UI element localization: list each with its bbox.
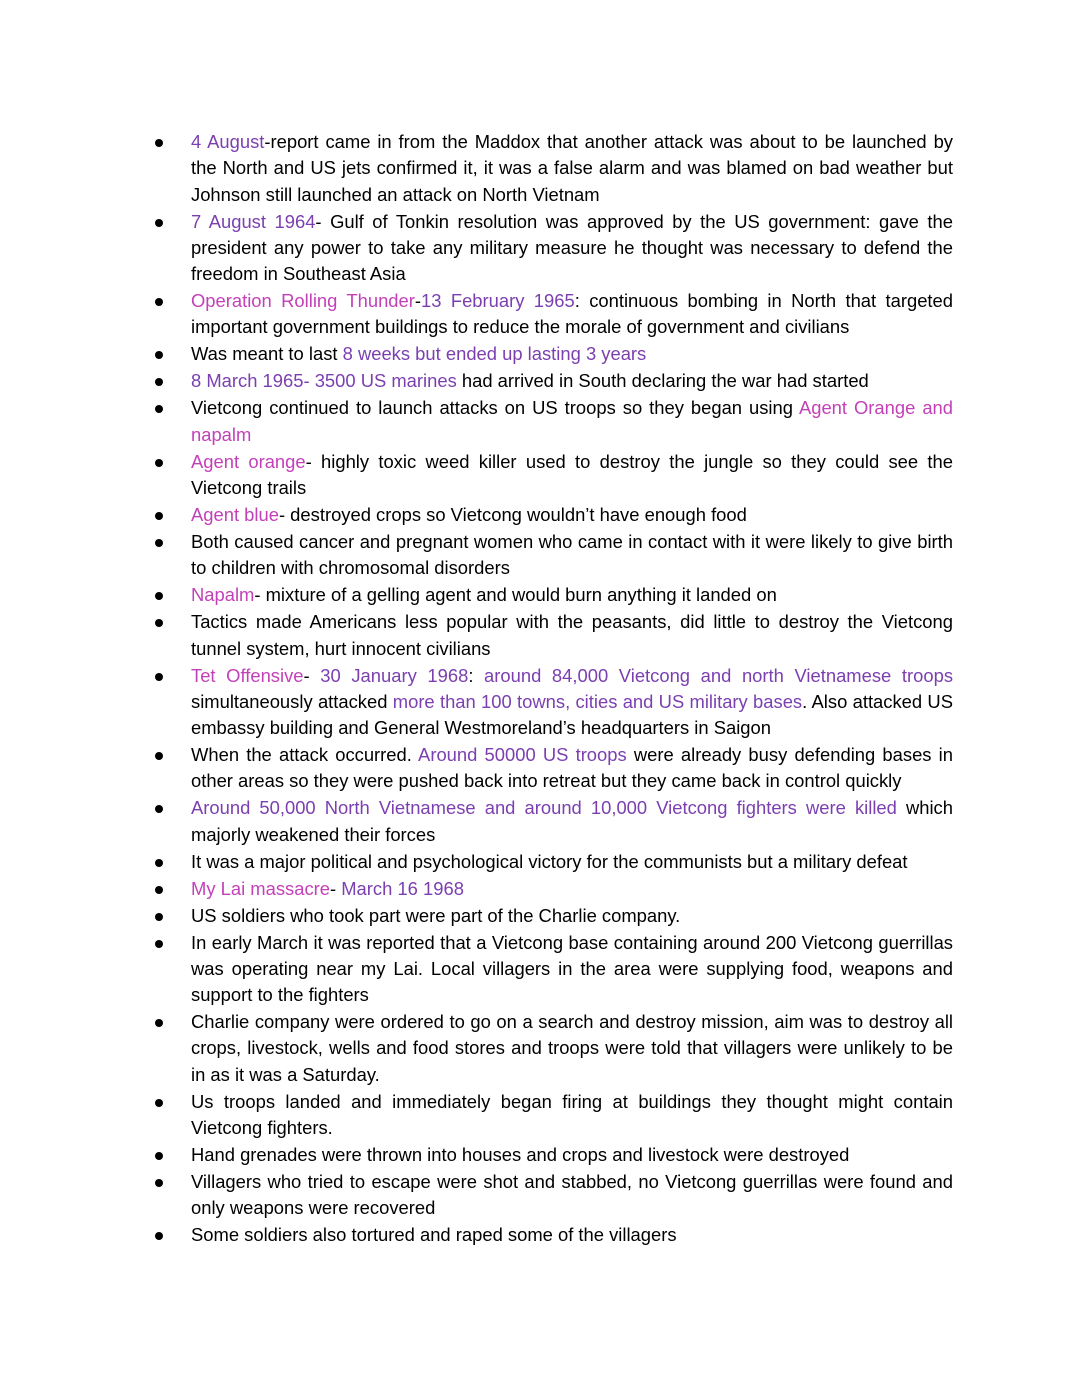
- bullet-icon: [155, 512, 163, 520]
- bullet-icon: [155, 1099, 163, 1107]
- list-item-text: more than 100 towns, cities and US military bases: [392, 690, 803, 712]
- list-item-text: - mixture of a gelling agent and would burn anything it landed on: [254, 584, 777, 606]
- bullet-icon: [155, 139, 163, 147]
- list-item-text: In early March it was reported that a Vietcong base containing around 200 Vietcong guerrillas was operating near my Lai. Local villagers in the area were supplying food, weapons and support to the fighters: [191, 931, 953, 1006]
- list-item: [191, 930, 953, 1009]
- bullet-icon: [155, 886, 163, 894]
- list-item-text: Napalm: [191, 584, 255, 606]
- list-item-text: When the attack occurred.: [191, 744, 419, 766]
- list-item-text: - destroyed crops so Vietcong wouldn’t have enough food: [278, 503, 747, 525]
- list-item-text: Us troops landed and immediately began firing at buildings they thought might contain Vietcong fighters.: [191, 1090, 953, 1139]
- list-item: [191, 368, 953, 394]
- list-item-text: Both caused cancer and pregnant women who came in contact with it were likely to give birth to children with chromosomal disorders: [191, 530, 953, 579]
- bullet-icon: [155, 219, 163, 227]
- list-item-text: 7 August 1964: [191, 210, 316, 232]
- bullet-icon: [155, 351, 163, 359]
- list-item-text: . Also attacked US embassy building and General Westmoreland’s headquarters in Saigon: [191, 690, 953, 739]
- list-item: [191, 663, 953, 742]
- notes-bullet-list: [191, 129, 953, 1249]
- list-item: [191, 1169, 953, 1222]
- list-item: [191, 209, 953, 288]
- list-item: [191, 849, 953, 875]
- bullet-icon: [155, 752, 163, 760]
- bullet-icon: [155, 298, 163, 306]
- list-item-text: 30 January 1968: [320, 664, 469, 686]
- list-item-text: were already busy defending bases in other areas so they were pushed back into retreat but they came back in control quickly: [191, 744, 953, 792]
- list-item-text: Vietcong continued to launch attacks on US troops so they began using: [191, 397, 799, 419]
- bullet-icon: [155, 592, 163, 600]
- list-item-text: -report came in from the Maddox that another attack was about to be launched by the North and US jets confirmed it, it was a false alarm and was blamed on bad weather but Johnson still launched an attack on North Vietnam: [191, 131, 953, 205]
- list-item-text: Operation Rolling Thunder: [191, 290, 415, 312]
- list-item: [191, 502, 953, 528]
- bullet-icon: [155, 459, 163, 467]
- bullet-icon: [155, 405, 163, 413]
- list-item-text: simultaneously attacked: [191, 690, 393, 712]
- list-item-text: Agent Orange and napalm: [191, 397, 953, 445]
- bullet-icon: [155, 1019, 163, 1027]
- list-item-text: Tactics made Americans less popular with the peasants, did little to destroy the Vietcong tunnel system, hurt innocent civilians: [191, 611, 953, 659]
- list-item-text: :: [468, 664, 485, 686]
- bullet-icon: [155, 1232, 163, 1240]
- bullet-icon: [155, 378, 163, 386]
- bullet-icon: [155, 673, 163, 681]
- list-item-text: : continuous bombing in North that targeted important government buildings to reduce the morale of government and civilians: [191, 290, 953, 338]
- list-item-text: Hand grenades were thrown into houses and crops and livestock were destroyed: [191, 1144, 850, 1166]
- bullet-icon: [155, 859, 163, 867]
- list-item: [191, 395, 953, 448]
- list-item-text: It was a major political and psychological victory for the communists but a military defeat: [191, 850, 908, 872]
- list-item-text: Was meant to last: [191, 343, 343, 365]
- list-item-text: Some soldiers also tortured and raped some of the villagers: [191, 1224, 677, 1246]
- list-item: [191, 609, 953, 662]
- bullet-icon: [155, 805, 163, 813]
- bullet-icon: [155, 539, 163, 547]
- bullet-icon: [155, 913, 163, 921]
- list-item-text: Charlie company were ordered to go on a search and destroy mission, aim was to destroy all crops, livestock, wells and food stores and troops were told that villagers were unlikely to be in as it was a Saturday.: [191, 1011, 953, 1085]
- bullet-icon: [155, 1152, 163, 1160]
- list-item: [191, 449, 953, 502]
- bullet-icon: [155, 619, 163, 627]
- list-item-text: -: [303, 664, 321, 686]
- list-item-text: had arrived in South declaring the war had started: [456, 370, 869, 392]
- list-item-text: Agent blue: [191, 503, 279, 525]
- list-item-text: Agent orange: [191, 450, 306, 472]
- list-item: [191, 1222, 953, 1248]
- list-item-text: March 16 1968: [341, 877, 464, 899]
- list-item-text: 8 weeks but ended up lasting 3 years: [342, 343, 647, 365]
- list-item: [191, 529, 953, 582]
- list-item-text: around 84,000 Vietcong and north Vietnamese troops: [484, 664, 954, 686]
- list-item-text: -: [330, 877, 342, 899]
- list-item-text: 4 August: [191, 131, 265, 152]
- list-item-text: Tet Offensive: [191, 664, 304, 686]
- list-item: [191, 1089, 953, 1142]
- list-item: [191, 1009, 953, 1088]
- list-item-text: which majorly weakened their forces: [191, 797, 953, 845]
- list-item-text: My Lai massacre: [191, 877, 330, 899]
- list-item: [191, 582, 953, 608]
- list-item-text: Around 50000 US troops: [418, 744, 627, 766]
- bullet-icon: [155, 1179, 163, 1187]
- list-item-text: - Gulf of Tonkin resolution was approved by the US government: gave the president any power to take any military measure he thought was necessary to defend the freedom in Southeast Asia: [191, 210, 953, 285]
- list-item-text: 13 February 1965: [421, 290, 575, 312]
- list-item: [191, 903, 953, 929]
- list-item: [191, 288, 953, 341]
- bullet-icon: [155, 940, 163, 948]
- list-item-text: 8 March 1965- 3500 US marines: [191, 370, 457, 392]
- list-item: [191, 742, 953, 795]
- list-item-text: Around 50,000 North Vietnamese and around 10,000 Vietcong fighters were killed: [191, 797, 897, 819]
- list-item: [191, 1142, 953, 1168]
- list-item: [191, 795, 953, 848]
- list-item-text: -: [414, 290, 422, 312]
- list-item-text: US soldiers who took part were part of the Charlie company.: [191, 904, 681, 926]
- list-item-text: Villagers who tried to escape were shot and stabbed, no Vietcong guerrillas were found and only weapons were recovered: [191, 1171, 953, 1219]
- list-item: [191, 876, 953, 902]
- list-item: [191, 129, 953, 208]
- list-item: [191, 341, 953, 367]
- list-item-text: - highly toxic weed killer used to destroy the jungle so they could see the Vietcong trails: [191, 450, 953, 498]
